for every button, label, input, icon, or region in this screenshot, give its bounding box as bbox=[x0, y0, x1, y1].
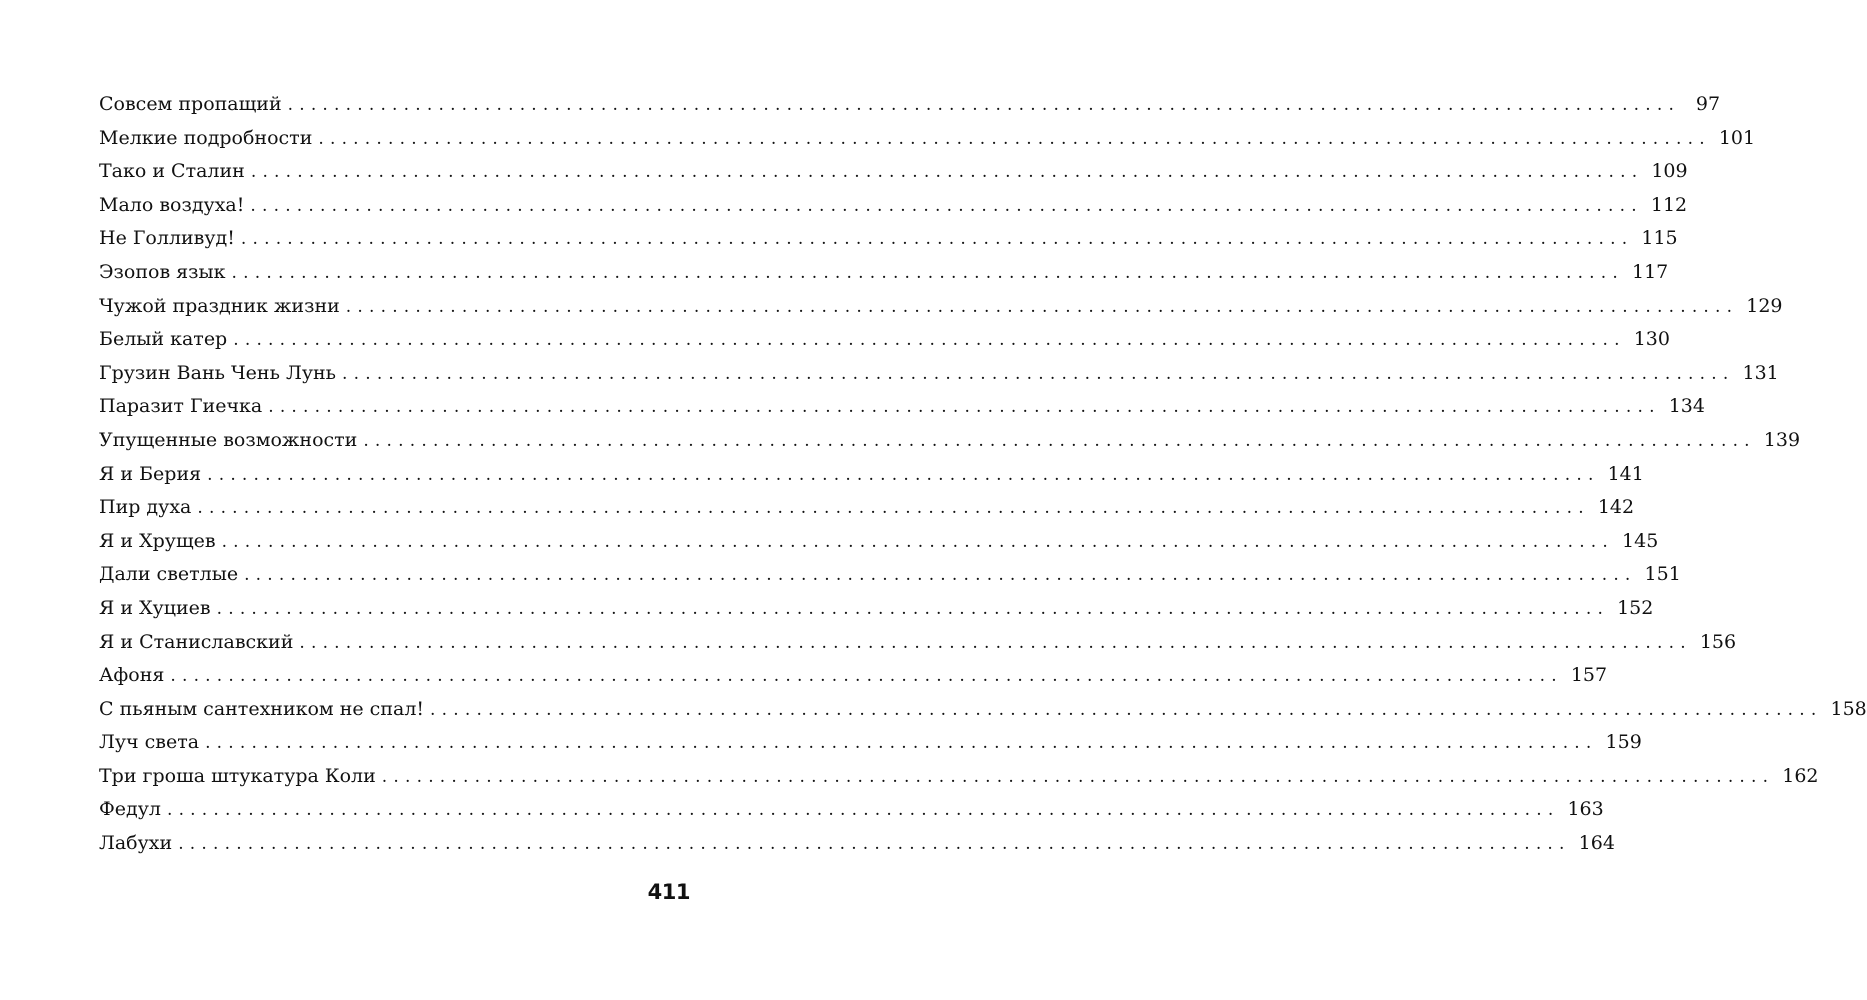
toc-entry-page: 157 bbox=[1570, 664, 1608, 687]
toc-dot-leader: ........................................................................................................................ bbox=[430, 699, 1823, 720]
toc-dot-leader: ........................................................................................................................ bbox=[231, 262, 1624, 283]
toc-entry[interactable] bbox=[99, 357, 1779, 391]
toc-entry[interactable] bbox=[99, 693, 1867, 727]
toc-dot-leader: ........................................................................................................................ bbox=[287, 95, 1681, 115]
toc-entry-page: 145 bbox=[1622, 529, 1659, 552]
toc-entry-page: 112 bbox=[1650, 193, 1688, 216]
toc-entry[interactable] bbox=[99, 793, 1604, 827]
toc-dot-leader: ........................................................................................................................ bbox=[178, 834, 1571, 855]
toc-entry-title: Пир духа bbox=[99, 496, 192, 519]
toc-entry-page: 139 bbox=[1763, 428, 1801, 451]
toc-entry-page: 152 bbox=[1617, 596, 1654, 619]
toc-entry[interactable] bbox=[99, 458, 1644, 492]
toc-entry-title: Я и Берия bbox=[99, 462, 202, 485]
toc-entry[interactable] bbox=[99, 390, 1705, 424]
toc-entry-page: 163 bbox=[1567, 798, 1604, 821]
toc-entry[interactable] bbox=[99, 659, 1608, 693]
toc-entry-title: Совсем пропащий bbox=[99, 93, 282, 115]
toc-entry-title: Я и Станиславский bbox=[99, 630, 294, 653]
toc-dot-leader: ........................................................................................................................ bbox=[250, 162, 1644, 183]
toc-dot-leader: ........................................................................................................................ bbox=[342, 363, 1735, 384]
toc-entry-page: 142 bbox=[1597, 496, 1635, 519]
toc-entry[interactable] bbox=[99, 222, 1678, 256]
toc-dot-leader: ........................................................................................................................ bbox=[205, 733, 1598, 754]
toc-entry-title: Белый катер bbox=[99, 328, 228, 351]
toc-dot-leader: ........................................................................................................................ bbox=[221, 531, 1615, 552]
toc-entry[interactable] bbox=[99, 626, 1737, 660]
toc-entry-title: Лабухи bbox=[99, 832, 173, 855]
toc-dot-leader: ........................................................................................................................ bbox=[363, 430, 1756, 451]
toc-entry-page: 101 bbox=[1718, 126, 1756, 149]
toc-entry-page: 151 bbox=[1644, 563, 1681, 586]
toc-dot-leader: ........................................................................................................................ bbox=[299, 632, 1692, 653]
toc-entry-page: 158 bbox=[1830, 697, 1867, 720]
toc-dot-leader: ........................................................................................................................ bbox=[197, 498, 1590, 519]
toc-entry[interactable] bbox=[99, 760, 1819, 794]
toc-entry-title: Упущенные возможности bbox=[99, 428, 358, 451]
toc-entry-page: 115 bbox=[1641, 227, 1678, 250]
toc-entry-title: Тако и Сталин bbox=[99, 160, 245, 183]
page-number: 411 bbox=[647, 880, 690, 904]
toc-entry[interactable] bbox=[99, 88, 1721, 122]
toc-entry-title: Дали светлые bbox=[99, 563, 239, 586]
toc-entry[interactable] bbox=[99, 726, 1642, 760]
toc-dot-leader: ........................................................................................................................ bbox=[381, 766, 1775, 787]
toc-entry[interactable] bbox=[99, 189, 1688, 223]
toc-entry-page: 162 bbox=[1782, 764, 1819, 787]
toc-entry-page: 134 bbox=[1668, 395, 1705, 418]
toc-entry-page: 97 bbox=[1695, 93, 1721, 115]
toc-entry-title: Я и Хуциев bbox=[99, 596, 211, 619]
toc-entry-page: 129 bbox=[1746, 294, 1783, 317]
toc-entry[interactable] bbox=[99, 256, 1669, 290]
toc-dot-leader: ........................................................................................................................ bbox=[207, 464, 1600, 485]
toc-entry[interactable] bbox=[99, 323, 1670, 357]
toc-entry[interactable] bbox=[99, 592, 1654, 626]
table-of-contents bbox=[99, 88, 1867, 861]
toc-entry-title: С пьяным сантехником не спал! bbox=[99, 697, 425, 720]
toc-dot-leader: ........................................................................................................................ bbox=[250, 195, 1643, 216]
toc-entry-page: 131 bbox=[1742, 361, 1779, 384]
toc-entry[interactable] bbox=[99, 122, 1756, 156]
toc-dot-leader: ........................................................................................................................ bbox=[345, 296, 1739, 317]
toc-entry[interactable] bbox=[99, 155, 1688, 189]
toc-entry[interactable] bbox=[99, 491, 1635, 525]
toc-entry[interactable] bbox=[99, 525, 1659, 559]
toc-entry-title: Федул bbox=[99, 798, 161, 821]
toc-entry[interactable] bbox=[99, 424, 1801, 458]
toc-entry-title: Афоня bbox=[99, 664, 165, 687]
toc-dot-leader: ........................................................................................................................ bbox=[240, 229, 1634, 250]
toc-entry-title: Не Голливуд! bbox=[99, 227, 235, 250]
toc-entry-page: 130 bbox=[1633, 328, 1670, 351]
toc-entry-title: Паразит Гиечка bbox=[99, 395, 263, 418]
toc-entry[interactable] bbox=[99, 558, 1681, 592]
toc-dot-leader: ........................................................................................................................ bbox=[166, 800, 1560, 821]
toc-dot-leader: ........................................................................................................................ bbox=[244, 565, 1637, 586]
toc-dot-leader: ........................................................................................................................ bbox=[216, 598, 1610, 619]
toc-dot-leader: ........................................................................................................................ bbox=[233, 330, 1626, 351]
toc-entry-title: Луч света bbox=[99, 731, 200, 754]
toc-dot-leader: ........................................................................................................................ bbox=[268, 397, 1661, 418]
toc-entry-page: 159 bbox=[1605, 731, 1642, 754]
toc-entry-title: Чужой праздник жизни bbox=[99, 294, 340, 317]
toc-entry-title: Три гроша штукатура Коли bbox=[99, 764, 376, 787]
toc-entry[interactable] bbox=[99, 290, 1783, 324]
toc-entry-page: 164 bbox=[1578, 832, 1615, 855]
toc-entry-page: 141 bbox=[1607, 462, 1644, 485]
toc-entry-page: 156 bbox=[1699, 630, 1737, 653]
toc-entry-page: 109 bbox=[1651, 160, 1688, 183]
toc-entry-page: 117 bbox=[1632, 260, 1669, 283]
toc-entry-title: Мелкие подробности bbox=[99, 126, 313, 149]
toc-entry[interactable] bbox=[99, 827, 1615, 861]
toc-entry-title: Я и Хрущев bbox=[99, 529, 216, 552]
toc-dot-leader: ........................................................................................................................ bbox=[170, 666, 1563, 687]
toc-entry-title: Эзопов язык bbox=[99, 260, 226, 283]
toc-dot-leader: ........................................................................................................................ bbox=[318, 128, 1711, 149]
toc-entry-title: Мало воздуха! bbox=[99, 193, 245, 216]
toc-entry-title: Грузин Вань Чень Лунь bbox=[99, 361, 337, 384]
